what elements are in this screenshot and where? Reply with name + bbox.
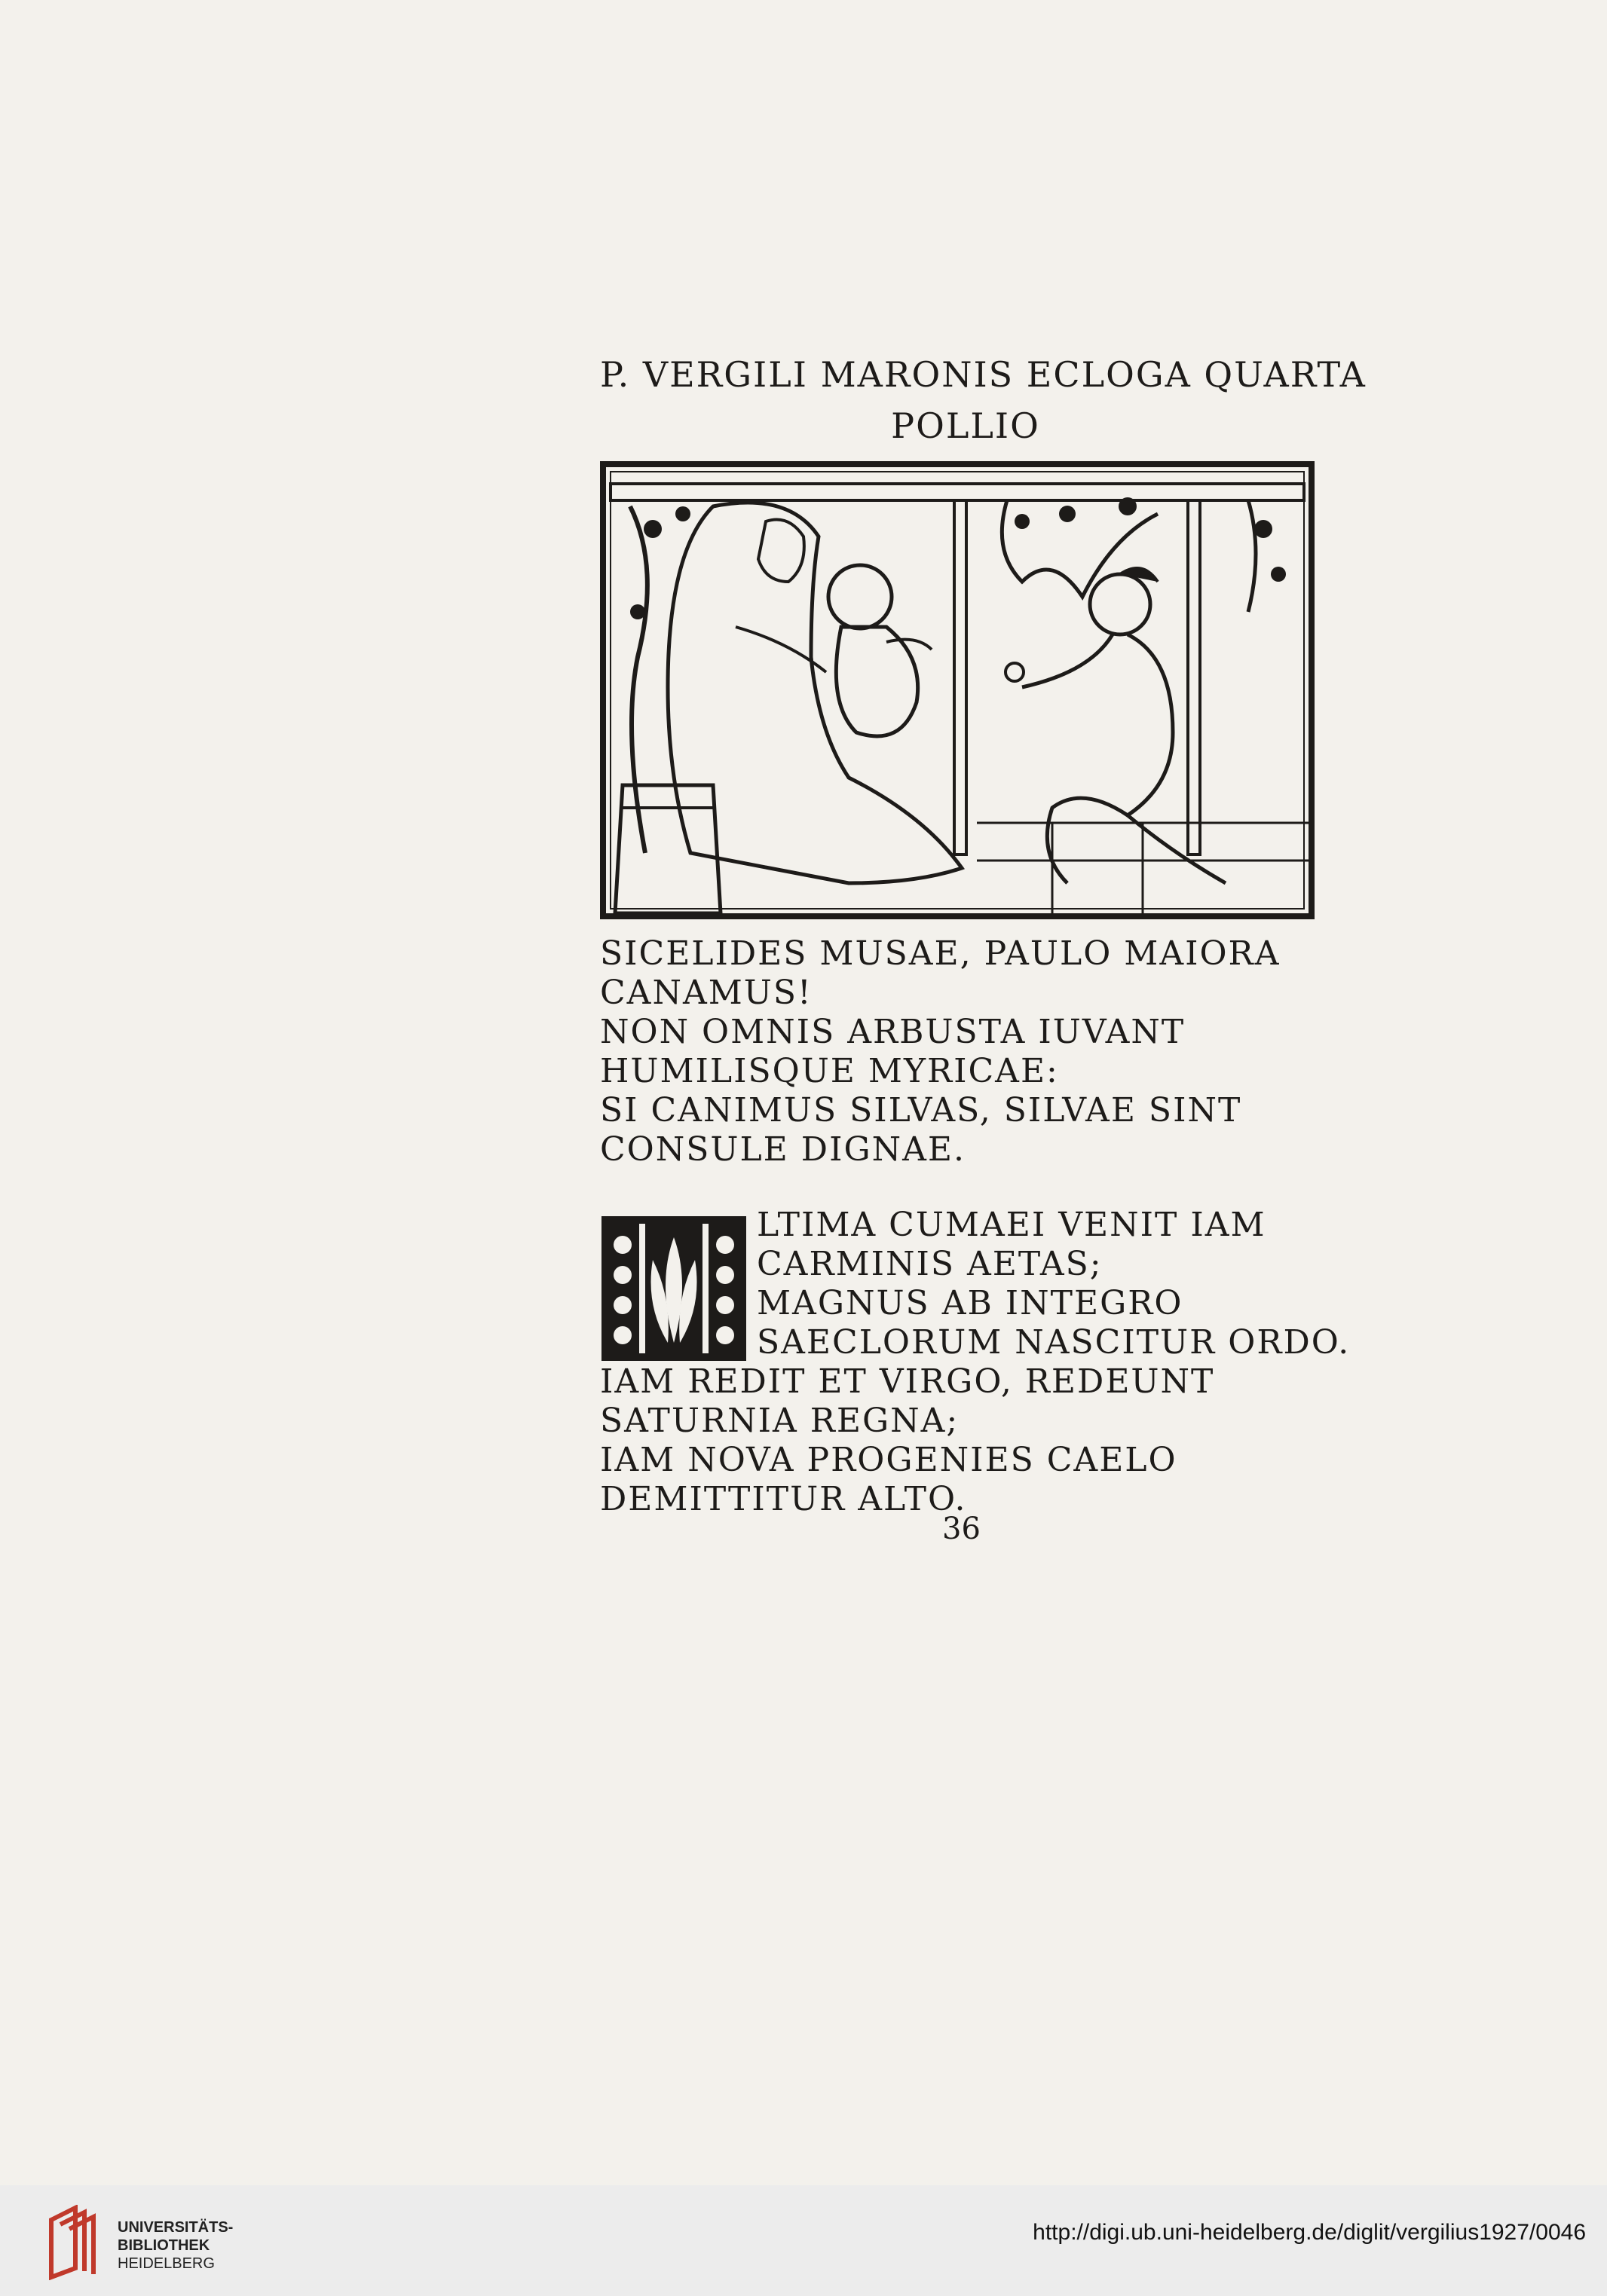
verse-line: IAM REDIT ET VIRGO, REDEUNT xyxy=(600,1362,1215,1401)
verse-line: SI CANIMUS SILVAS, SILVAE SINT xyxy=(600,1091,1242,1130)
verse-line: HUMILISQUE MYRICAE: xyxy=(600,1052,1059,1090)
verse-line: CARMINIS AETAS; xyxy=(757,1245,1103,1283)
verse-line: SICELIDES MUSAE, PAULO MAIORA xyxy=(600,934,1281,973)
library-name-line3: HEIDELBERG xyxy=(118,2255,215,2272)
page-subtitle: POLLIO xyxy=(891,405,1040,446)
library-name-line2: BIBLIOTHEK xyxy=(118,2237,210,2254)
verse-main xyxy=(600,1362,1214,1519)
verse-intro xyxy=(600,934,1280,1169)
source-url-link[interactable]: http://digi.ub.uni-heidelberg.de/diglit/vergilius1927/0046 xyxy=(1033,2220,1586,2245)
verse-line: MAGNUS AB INTEGRO xyxy=(757,1284,1183,1322)
verse-line: IAM NOVA PROGENIES CAELO xyxy=(600,1441,1177,1479)
verse-line: CONSULE DIGNAE. xyxy=(600,1130,966,1169)
verse-line: DEMITTITUR ALTO. xyxy=(600,1480,967,1518)
library-name-line1: UNIVERSITÄTS- xyxy=(118,2219,234,2236)
page-title: P. VERGILI MARONIS ECLOGA QUARTA xyxy=(600,354,1367,395)
verse-main-indented xyxy=(757,1206,1350,1362)
page-number: 36 xyxy=(942,1512,981,1546)
woodcut-illustration xyxy=(600,461,1315,919)
verse-line: NON OMNIS ARBUSTA IUVANT xyxy=(600,1013,1186,1051)
verse-line: SAECLORUM NASCITUR ORDO. xyxy=(757,1323,1351,1362)
library-logo-icon[interactable] xyxy=(45,2205,103,2280)
decorated-initial-letter xyxy=(600,1215,748,1362)
library-name xyxy=(118,2218,233,2273)
verse-line: LTIMA CUMAEI VENIT IAM xyxy=(757,1206,1266,1244)
verse-line: SATURNIA REGNA; xyxy=(600,1402,960,1440)
verse-line: CANAMUS! xyxy=(600,974,813,1012)
